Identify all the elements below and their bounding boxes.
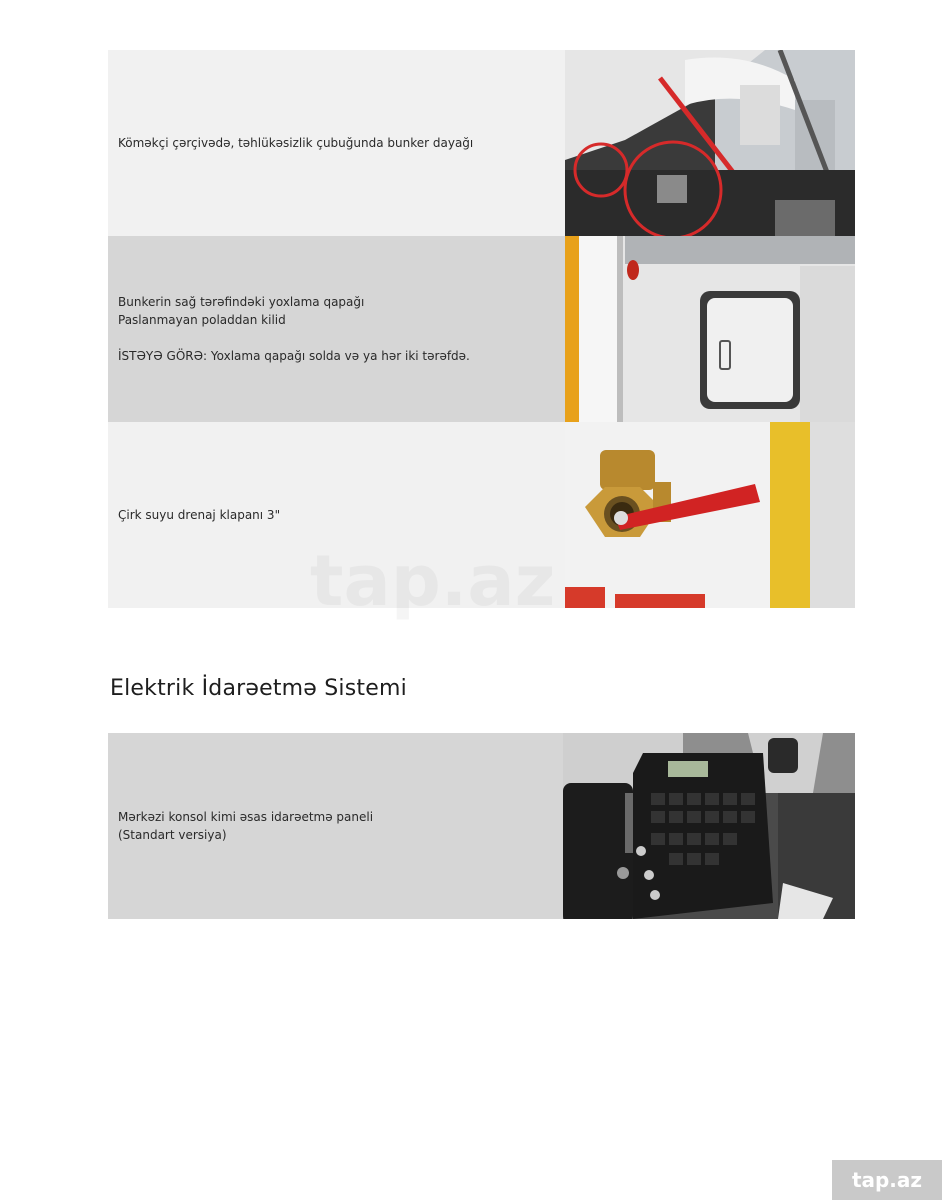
feature-row-drain-valve	[108, 422, 855, 608]
feature-note: İSTƏYƏ GÖRƏ: Yoxlama qapağı solda və ya hər iki tərəfdə.	[118, 349, 470, 363]
feature-line: Bunkerin sağ tərəfindəki yoxlama qapağı	[118, 295, 365, 309]
control-panel-photo	[563, 733, 855, 919]
feature-line: Paslanmayan poladdan kilid	[118, 313, 286, 327]
site-badge: tap.az	[832, 1160, 942, 1200]
feature-row-control-panel	[108, 733, 855, 919]
inspection-hatch-photo	[565, 236, 855, 422]
feature-row-inspection-hatch	[108, 236, 855, 422]
feature-line: Köməkçi çərçivədə, təhlükəsizlik çubuğunda bunker dayağı	[118, 136, 474, 150]
feature-line: Mərkəzi konsol kimi əsas idarəetmə paneli	[118, 810, 374, 824]
feature-text	[108, 422, 565, 608]
feature-line: Çirk suyu drenaj klapanı 3"	[118, 508, 281, 522]
spacer	[118, 329, 565, 347]
feature-text	[108, 733, 563, 919]
feature-line: (Standart versiya)	[118, 828, 227, 842]
feature-row-bunker-support	[108, 50, 855, 236]
feature-text	[108, 236, 565, 422]
bunker-support-photo	[565, 50, 855, 236]
section-title: Elektrik İdarəetmə Sistemi	[110, 676, 407, 701]
feature-text	[108, 50, 565, 236]
drain-valve-photo	[565, 422, 855, 608]
